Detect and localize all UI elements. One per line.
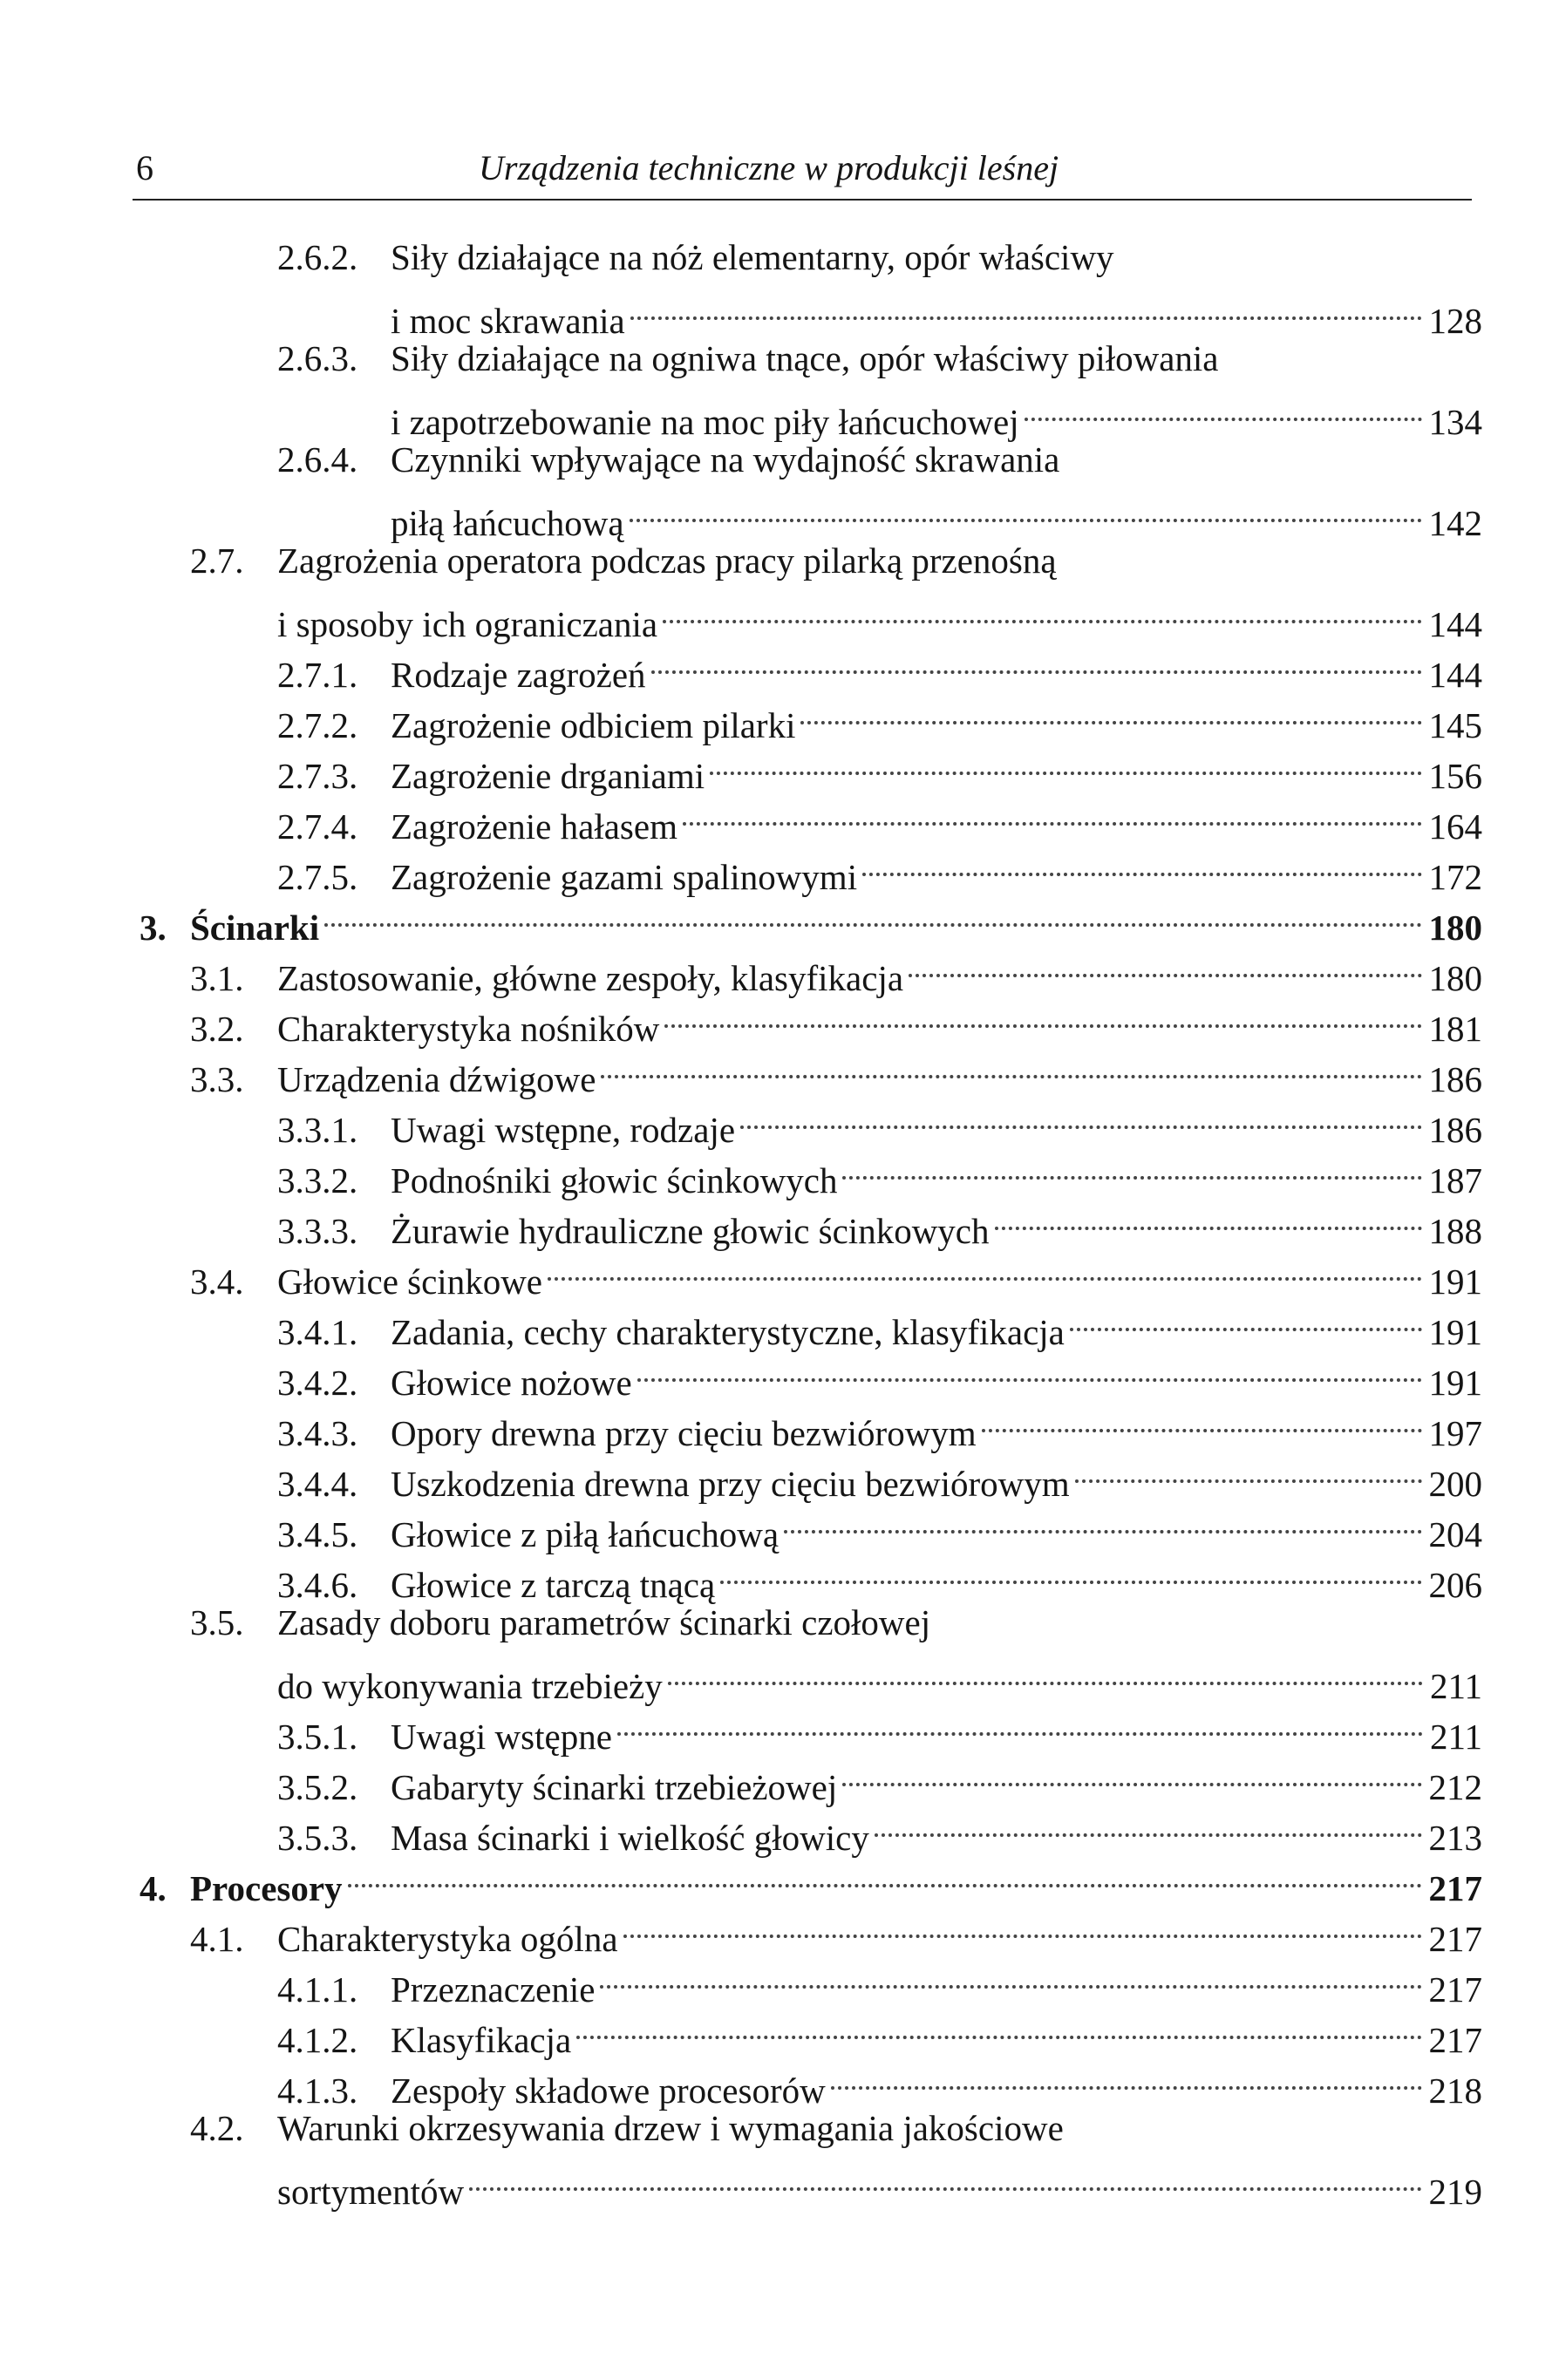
toc-entry-line — [277, 738, 1482, 796]
toc-entry-line — [277, 1749, 1482, 1807]
dot-leader — [842, 1142, 1421, 1193]
toc-entry-line — [277, 1445, 1482, 1504]
toc-page-number: 191 — [1428, 1363, 1482, 1403]
toc-page-number: 191 — [1428, 1261, 1482, 1302]
toc-page-number: 217 — [1428, 1919, 1482, 1959]
dot-leader — [683, 788, 1422, 839]
toc-entry-line — [277, 434, 1059, 485]
toc-page-number: 217 — [1428, 2020, 1482, 2060]
toc-entry-line — [190, 535, 1057, 586]
toc-entry-title: Procesory — [190, 1868, 343, 1908]
dot-leader — [324, 889, 1421, 940]
dot-leader — [909, 940, 1421, 990]
toc-entry-line — [190, 1041, 1482, 1099]
toc-entry-number: 4.1.1. — [277, 1969, 358, 2009]
toc-entry-number: 4.1.2. — [277, 2020, 358, 2060]
toc-entry-number: 2.7.3. — [277, 756, 358, 796]
dot-leader — [348, 1850, 1422, 1901]
toc-entry-number: 4. — [140, 1868, 167, 1908]
toc-entry-title: Charakterystyka nośników — [277, 1009, 660, 1049]
toc-entry-number: 3.3.1. — [277, 1110, 358, 1150]
toc-entry-line — [277, 2153, 1482, 2212]
toc-entry-title: Czynniki wpływające na wydajność skrawania — [391, 439, 1060, 479]
toc-entry-number: 2.7.5. — [277, 857, 358, 897]
toc-page-number: 180 — [1428, 908, 1482, 948]
toc-page-number: 142 — [1428, 503, 1482, 543]
toc-entry-line — [190, 1243, 1482, 1302]
toc-entry-number: 2.6.3. — [277, 338, 358, 378]
toc-entry-number: 2.7.1. — [277, 655, 358, 695]
dot-leader — [982, 1395, 1422, 1445]
toc-entry-title: Podnośniki głowic ścinkowych — [391, 1160, 838, 1200]
toc-entry-number: 3.3.2. — [277, 1160, 358, 1200]
toc-page-number: 213 — [1428, 1818, 1482, 1858]
toc-entry-number: 3.4.2. — [277, 1363, 358, 1403]
toc-entry-line — [277, 1648, 1482, 1706]
toc-entry-title: Głowice ścinkowe — [277, 1261, 542, 1302]
dot-leader — [601, 1041, 1421, 1091]
dot-leader — [637, 1344, 1422, 1395]
toc-entry-line — [190, 2103, 1064, 2153]
toc-entry-number: 2.7.2. — [277, 705, 358, 745]
toc-entry-line — [277, 687, 1482, 745]
toc-page-number: 218 — [1428, 2071, 1482, 2111]
toc-entry-number: 4.1.3. — [277, 2071, 358, 2111]
toc-entry-line — [277, 1142, 1482, 1200]
toc-page-number: 181 — [1428, 1009, 1482, 1049]
toc-entry-number: 3.4.3. — [277, 1413, 358, 1453]
toc-page-number: 128 — [1428, 301, 1482, 341]
toc-entry-title: Zadania, cechy charakterystyczne, klasyfikacja — [391, 1312, 1065, 1352]
toc-entry-title: Zagrożenia operatora podczas pracy pilarką przenośną — [277, 541, 1057, 581]
toc-page-number: 144 — [1428, 655, 1482, 695]
toc-entry-line — [277, 1799, 1482, 1858]
toc-entry-title: Uszkodzenia drewna przy cięciu bezwiórowym — [391, 1464, 1070, 1504]
dot-leader — [995, 1193, 1422, 1243]
toc-entry-title: Uwagi wstępne — [391, 1717, 612, 1757]
toc-entry-line — [277, 2002, 1482, 2060]
toc-page-number: 172 — [1428, 857, 1482, 897]
dot-leader — [842, 1749, 1421, 1799]
toc-entry-title: Zagrożenie gazami spalinowymi — [391, 857, 858, 897]
toc-entry-title: Zespoły składowe procesorów — [391, 2071, 826, 2111]
toc-entry-line — [277, 1951, 1482, 2009]
toc-entry-title: i moc skrawania — [391, 301, 625, 341]
toc-page-number: 134 — [1428, 402, 1482, 442]
toc-entry-number: 3.3.3. — [277, 1211, 358, 1251]
dot-leader — [630, 282, 1422, 333]
toc-entry-number: 2.6.2. — [277, 237, 358, 277]
toc-page-number: 164 — [1428, 806, 1482, 847]
toc-entry-line — [277, 1496, 1482, 1554]
toc-entry-title: Przeznaczenie — [391, 1969, 596, 2009]
toc-entry-title: Głowice z piłą łańcuchową — [391, 1514, 780, 1554]
toc-entry-line — [140, 1850, 1482, 1908]
toc-entry-line — [277, 1395, 1482, 1453]
toc-entry-line — [277, 636, 1482, 695]
toc-entry-number: 3.4.5. — [277, 1514, 358, 1554]
toc-entry-number: 3.4.1. — [277, 1312, 358, 1352]
toc-entry-line — [277, 839, 1482, 897]
toc-page-number: 180 — [1428, 958, 1482, 998]
dot-leader — [651, 636, 1422, 687]
toc-entry-title: Siły działające na nóż elementarny, opór właściwy — [391, 237, 1114, 277]
dot-leader — [469, 2153, 1421, 2204]
toc-entry-title: Żurawie hydrauliczne głowic ścinkowych — [391, 1211, 990, 1251]
toc-entry-title: Klasyfikacja — [391, 2020, 572, 2060]
toc-entry-line — [391, 485, 1482, 543]
toc-entry-number: 3.5.3. — [277, 1818, 358, 1858]
toc-entry-title: Głowice z tarczą tnącą — [391, 1565, 716, 1605]
toc-entry-title: Ścinarki — [190, 908, 320, 948]
toc-page-number: 219 — [1428, 2172, 1482, 2212]
dot-leader — [1075, 1445, 1422, 1496]
toc-page-number: 187 — [1428, 1160, 1482, 1200]
toc-entry-title: Zasady doboru parametrów ścinarki czołowej — [277, 1602, 931, 1642]
toc-entry-number: 3.5.1. — [277, 1717, 358, 1757]
toc-entry-title: Zagrożenie drganiami — [391, 756, 705, 796]
dot-leader — [1070, 1294, 1422, 1344]
toc-entry-number: 3.2. — [190, 1009, 244, 1049]
dot-leader — [831, 2052, 1422, 2103]
toc-page-number: 200 — [1428, 1464, 1482, 1504]
toc-entry-number: 3. — [140, 908, 167, 948]
toc-entry-number: 3.1. — [190, 958, 244, 998]
toc-page-number: 197 — [1428, 1413, 1482, 1453]
toc-entry-title: sortymentów — [277, 2172, 465, 2212]
toc-entry-line — [190, 1901, 1482, 1959]
toc-entry-line — [277, 2052, 1482, 2111]
toc-entry-title: Gabaryty ścinarki trzebieżowej — [391, 1767, 838, 1807]
dot-leader — [710, 738, 1421, 788]
toc-entry-line — [140, 889, 1482, 948]
dot-leader — [630, 485, 1422, 535]
dot-leader — [800, 687, 1421, 738]
toc-entry-line — [277, 1091, 1482, 1150]
toc-entry-title: i sposoby ich ograniczania — [277, 604, 658, 644]
toc-entry-number: 3.4.6. — [277, 1565, 358, 1605]
toc-entry-title: Siły działające na ogniwa tnące, opór właściwy piłowania — [391, 338, 1219, 378]
toc-entry-number: 3.5. — [190, 1602, 244, 1642]
toc-page-number: 145 — [1428, 705, 1482, 745]
toc-page-number: 156 — [1428, 756, 1482, 796]
toc-entry-line — [277, 1193, 1482, 1251]
toc-page-number: 217 — [1428, 1969, 1482, 2009]
toc-entry-number: 2.7.4. — [277, 806, 358, 847]
toc-entry-line — [277, 788, 1482, 847]
dot-leader — [576, 2002, 1421, 2052]
toc-entry-line — [277, 1344, 1482, 1403]
toc-entry-line — [277, 1547, 1482, 1605]
toc-entry-line — [190, 940, 1482, 998]
toc-entry-title: Głowice nożowe — [391, 1363, 632, 1403]
toc-entry-number: 3.5.2. — [277, 1767, 358, 1807]
dot-leader — [1025, 384, 1422, 434]
toc-entry-title: Masa ścinarki i wielkość głowicy — [391, 1818, 869, 1858]
toc-entry-line — [277, 232, 1114, 282]
toc-entry-title: Zastosowanie, główne zespoły, klasyfikacja — [277, 958, 904, 998]
toc-entry-title: Opory drewna przy cięciu bezwiórowym — [391, 1413, 977, 1453]
dot-leader — [862, 839, 1421, 889]
dot-leader — [600, 1951, 1421, 2002]
toc-entry-line — [190, 1597, 930, 1648]
toc-page-number: 186 — [1428, 1110, 1482, 1150]
toc-entry-title: Uwagi wstępne, rodzaje — [391, 1110, 736, 1150]
toc-entry-title: do wykonywania trzebieży — [277, 1666, 663, 1706]
toc-entry-title: i zapotrzebowanie na moc piły łańcuchowej — [391, 402, 1019, 442]
page-number: 6 — [136, 148, 153, 187]
toc-entry-line — [277, 333, 1219, 384]
toc-entry-number: 4.2. — [190, 2108, 244, 2148]
toc-page-number: 212 — [1428, 1767, 1482, 1807]
dot-leader — [664, 990, 1421, 1041]
dot-leader — [740, 1091, 1421, 1142]
dot-leader — [720, 1547, 1421, 1597]
toc-page-number: 204 — [1428, 1514, 1482, 1554]
toc-entry-number: 4.1. — [190, 1919, 244, 1959]
toc-entry-title: Zagrożenie hałasem — [391, 806, 677, 847]
dot-leader — [623, 1901, 1422, 1951]
toc-page-number: 211 — [1430, 1717, 1482, 1757]
toc-entry-title: Warunki okrzesywania drzew i wymagania jakościowe — [277, 2108, 1064, 2148]
toc-page-number: 211 — [1430, 1666, 1482, 1706]
toc-entry-number: 3.4.4. — [277, 1464, 358, 1504]
toc-entry-title: Charakterystyka ogólna — [277, 1919, 618, 1959]
dot-leader — [784, 1496, 1421, 1547]
toc-page-number: 206 — [1428, 1565, 1482, 1605]
toc-entry-title: Rodzaje zagrożeń — [391, 655, 646, 695]
toc-entry-number: 2.6.4. — [277, 439, 358, 479]
toc-page-number: 217 — [1428, 1868, 1482, 1908]
toc-page-number: 191 — [1428, 1312, 1482, 1352]
toc-page-number: 186 — [1428, 1059, 1482, 1099]
toc-page-number: 144 — [1428, 604, 1482, 644]
toc-entry-title: piłą łańcuchową — [391, 503, 624, 543]
toc-entry-line — [277, 1698, 1482, 1757]
toc-entry-line — [190, 990, 1482, 1049]
toc-entry-number: 2.7. — [190, 541, 244, 581]
toc-entry-line — [391, 384, 1482, 442]
dot-leader — [875, 1799, 1422, 1850]
toc-entry-line — [277, 586, 1482, 644]
dot-leader — [617, 1698, 1423, 1749]
toc-entry-line — [277, 1294, 1482, 1352]
running-title: Urządzenia techniczne w produkcji leśnej — [479, 148, 1059, 187]
toc-entry-line — [391, 282, 1482, 341]
toc-entry-title: Urządzenia dźwigowe — [277, 1059, 596, 1099]
dot-leader — [548, 1243, 1422, 1294]
toc-entry-title: Zagrożenie odbiciem pilarki — [391, 705, 796, 745]
toc-page-number: 188 — [1428, 1211, 1482, 1251]
dot-leader — [663, 586, 1421, 636]
dot-leader — [668, 1648, 1423, 1698]
page-header — [133, 138, 1472, 201]
toc-entry-number: 3.4. — [190, 1261, 244, 1302]
toc-entry-number: 3.3. — [190, 1059, 244, 1099]
